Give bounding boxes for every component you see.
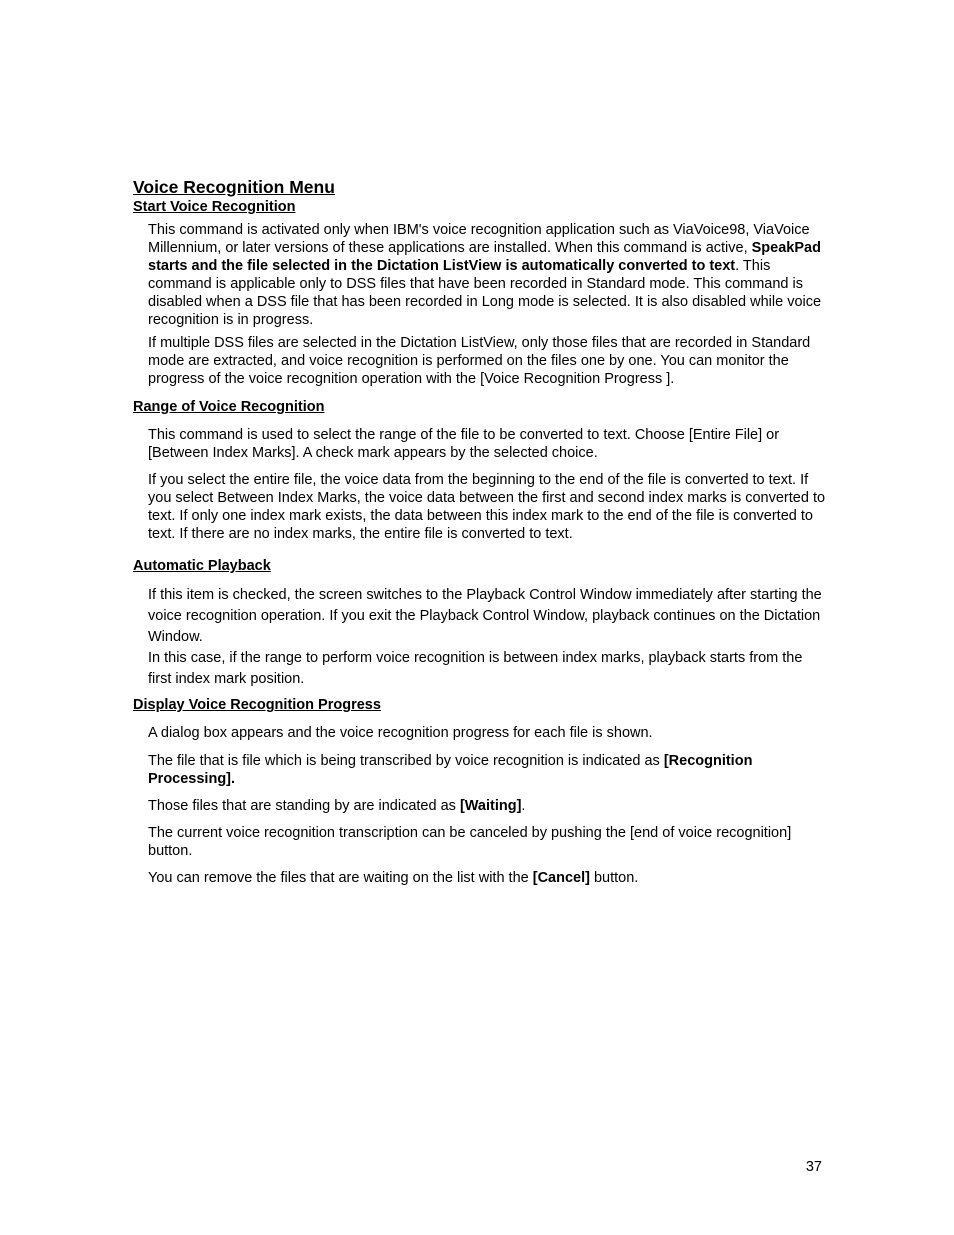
progress-paragraph-3 <box>148 797 828 815</box>
progress-p3-text-a: Those files that are standing by are indicated as <box>148 798 460 814</box>
page-number: 37 <box>805 1159 822 1175</box>
heading-automatic-playback: Automatic Playback <box>133 558 271 574</box>
range-paragraph-1: This command is used to select the range of the file to be converted to text. Choose [Entire File] or [Between Index Marks]. A check mark appears by the selected choice. <box>148 427 780 461</box>
progress-paragraph-5 <box>148 869 828 887</box>
heading-display-voice-recognition-progress: Display Voice Recognition Progress <box>133 697 381 713</box>
progress-p3-text-bold: [Waiting] <box>459 798 522 814</box>
progress-p2-text-bold: [Recognition Processing]. <box>148 753 753 787</box>
progress-paragraph-1: A dialog box appears and the voice recognition progress for each file is shown. <box>148 725 653 741</box>
progress-p5-text-a: You can remove the files that are waiting on the list with the <box>148 870 533 886</box>
section-title: Voice Recognition Menu <box>133 177 335 197</box>
progress-p5-text-c: button. <box>589 870 639 886</box>
heading-start-voice-recognition: Start Voice Recognition <box>133 199 296 215</box>
progress-p5-text-bold: [Cancel] <box>532 870 590 886</box>
progress-paragraph-4: The current voice recognition transcription can be canceled by pushing the [end of voice recognition] button. <box>148 825 792 859</box>
playback-paragraph-2: In this case, if the range to perform voice recognition is between index marks, playback starts from the first index mark position. <box>148 650 803 687</box>
progress-p2-text-a: The file that is file which is being transcribed by voice recognition is indicated as <box>148 753 664 769</box>
start-p1-text-c: . This command is applicable only to DSS files that have been recorded in Standard mode. This command is disabled when a DSS file that has been recorded in Long mode is selected. It is also disabled while voice recognition is in progress. <box>148 258 822 328</box>
start-p1-text-a: This command is activated only when IBM's voice recognition application such as ViaVoice98, ViaVoice Millennium, or later versions of these applications are installed. When this command is active, <box>148 222 810 256</box>
playback-paragraph-1: If this item is checked, the screen switches to the Playback Control Window immediately after starting the voice recognition operation. If you exit the Playback Control Window, playback continues on the Dictation Window. <box>148 587 822 645</box>
range-paragraph-2: If you select the entire file, the voice data from the beginning to the end of the file is converted to text. If you select Between Index Marks, the voice data between the first and second index marks is converted to text. If only one index mark exists, the data between this index mark to the end of the file is converted to text. If there are no index marks, the entire file is converted to text. <box>148 472 826 542</box>
heading-range-of-voice-recognition: Range of Voice Recognition <box>133 399 325 415</box>
start-paragraph-1 <box>148 221 828 329</box>
start-paragraph-2: If multiple DSS files are selected in the Dictation ListView, only those files that are recorded in Standard mode are extracted, and voice recognition is performed on the files one by one. You can monitor the progress of the voice recognition operation with the [Voice Recognition Progress ]. <box>148 335 811 387</box>
progress-p3-text-c: . <box>521 798 526 814</box>
start-p1-text-bold: SpeakPad starts and the file selected in the Dictation ListView is automatically converted to text <box>148 240 821 274</box>
progress-paragraph-2 <box>148 752 828 788</box>
